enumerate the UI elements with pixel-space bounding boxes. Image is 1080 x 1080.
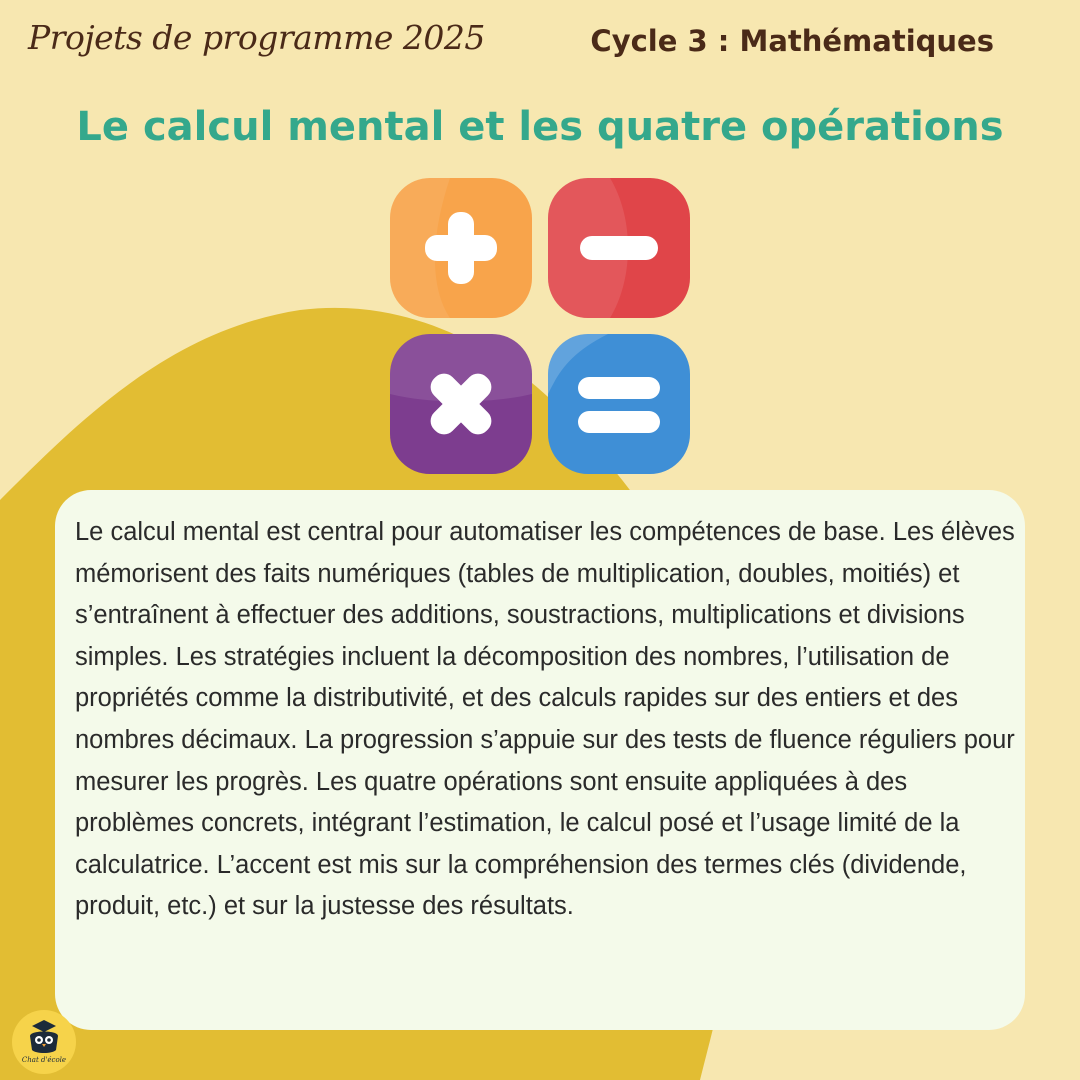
body-paragraph: Le calcul mental est central pour automatiser les compétences de base. Les élèves mémorisent des faits numériques (tables de multiplication, doubles, moitiés) et s’entraînent à effectuer des additions, soustractions, multiplications et divisions simples. Les stratégies incluent la décomposition des nombres, l’utilisation de propriétés comme la distributivité, et des calculs rapides sur des entiers et des nombres décimaux. La progression s’appuie sur des tests de fluence réguliers pour mesurer les progrès. Les quatre opérations sont ensuite appliquées à des problèmes concrets, intégrant l’estimation, le calcul posé et l’usage limité de la calculatrice. L’accent est mis sur la compréhension des termes clés (dividende, produit, etc.) et sur la justesse des résultats. <box>75 518 1015 921</box>
header-program-title: Projets de programme 2025 <box>28 18 485 57</box>
header-cycle-subject: Cycle 3 : Mathématiques <box>590 24 994 58</box>
content-card <box>55 490 1025 1030</box>
equals-icon <box>548 334 690 474</box>
owl-graduate-icon <box>12 1010 76 1074</box>
page-title: Le calcul mental et les quatre opérations <box>76 104 1004 150</box>
operations-icons <box>390 176 690 476</box>
plus-icon <box>390 178 532 318</box>
times-icon <box>390 334 532 474</box>
logo-text: Chat d'école <box>21 1056 67 1064</box>
brand-logo <box>12 1010 76 1074</box>
minus-icon <box>548 178 690 318</box>
